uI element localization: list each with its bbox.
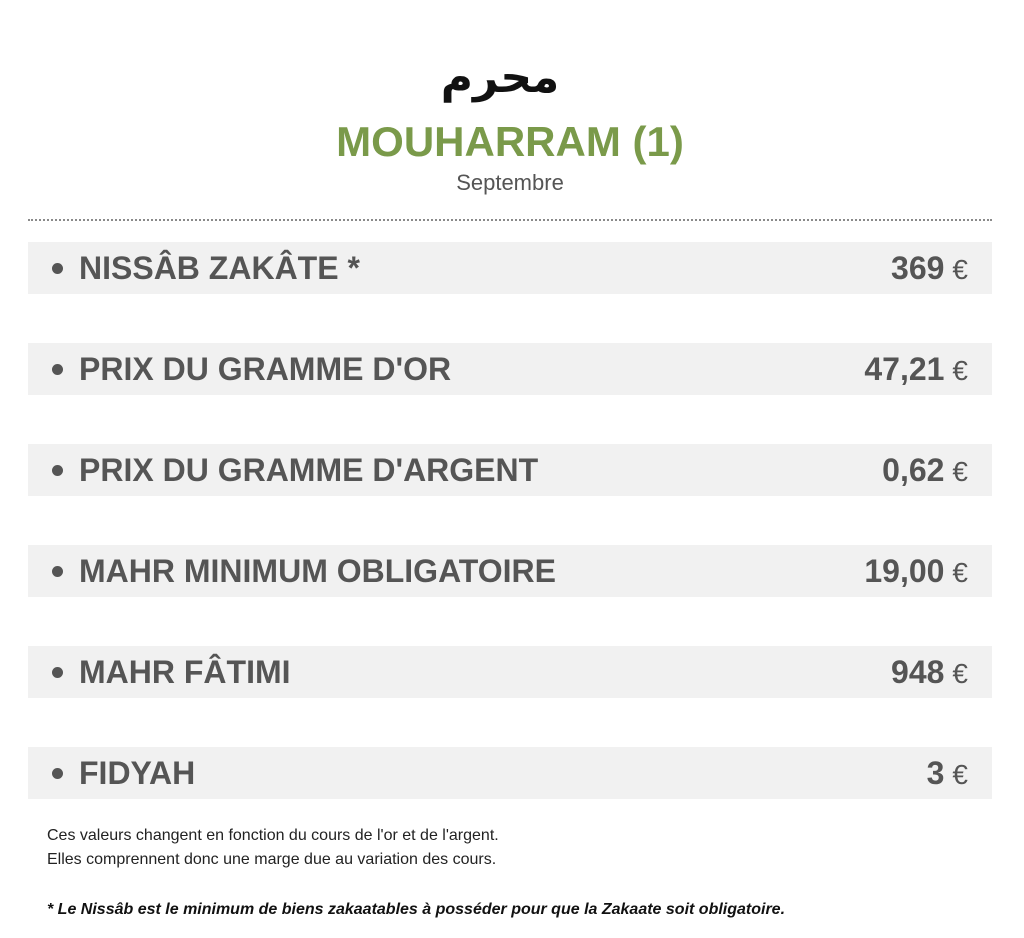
row-value xyxy=(891,250,968,287)
row-value xyxy=(891,654,968,691)
footnote: * Le Nissâb est le minimum de biens zakaatables à posséder pour que la Zakaate soit obligatoire. xyxy=(47,901,786,918)
row-value xyxy=(864,553,968,590)
page-title: MOUHARRAM (1) xyxy=(336,118,684,165)
note-line-1: Ces valeurs changent en fonction du cours de l'or et de l'argent. xyxy=(47,827,499,844)
row-nissab-zakate xyxy=(28,242,992,294)
row-value xyxy=(864,351,968,388)
row-mahr-minimum xyxy=(28,545,992,597)
euro-icon: € xyxy=(952,354,968,386)
row-label: PRIX DU GRAMME D'ARGENT xyxy=(79,451,539,488)
row-label: MAHR FÂTIMI xyxy=(79,653,291,690)
bullet-icon xyxy=(52,768,63,779)
row-amount: 3 xyxy=(926,754,945,791)
row-label: PRIX DU GRAMME D'OR xyxy=(79,350,452,387)
euro-icon: € xyxy=(952,556,968,588)
row-amount: 19,00 xyxy=(864,552,945,589)
euro-icon: € xyxy=(952,657,968,689)
row-label-container xyxy=(52,654,291,691)
row-silver-price xyxy=(28,444,992,496)
row-mahr-fatimi xyxy=(28,646,992,698)
arabic-month-title: محرم xyxy=(440,52,560,103)
bullet-icon xyxy=(52,263,63,274)
page-subtitle: Septembre xyxy=(456,170,564,195)
values-list xyxy=(28,242,992,848)
row-label: FIDYAH xyxy=(79,754,196,791)
row-label-container xyxy=(52,553,556,590)
row-label-container xyxy=(52,250,360,287)
row-label: MAHR MINIMUM OBLIGATOIRE xyxy=(79,552,556,589)
row-amount: 47,21 xyxy=(864,350,945,387)
note-line-2: Elles comprennent donc une marge due au variation des cours. xyxy=(47,851,497,868)
row-label-container xyxy=(52,452,538,489)
row-amount: 948 xyxy=(891,653,945,690)
row-value xyxy=(927,755,968,792)
bullet-icon xyxy=(52,465,63,476)
bullet-icon xyxy=(52,364,63,375)
row-label: NISSÂB ZAKÂTE * xyxy=(79,249,360,286)
notes-text xyxy=(47,824,997,872)
euro-icon: € xyxy=(952,253,968,285)
row-fidyah xyxy=(28,747,992,799)
row-gold-price xyxy=(28,343,992,395)
row-label-container xyxy=(52,351,451,388)
bullet-icon xyxy=(52,667,63,678)
row-label-container xyxy=(52,755,195,792)
euro-icon: € xyxy=(952,455,968,487)
row-amount: 0,62 xyxy=(882,451,945,488)
header-divider xyxy=(28,219,992,221)
row-amount: 369 xyxy=(891,249,945,286)
bullet-icon xyxy=(52,566,63,577)
euro-icon: € xyxy=(952,758,968,790)
row-value xyxy=(882,452,968,489)
